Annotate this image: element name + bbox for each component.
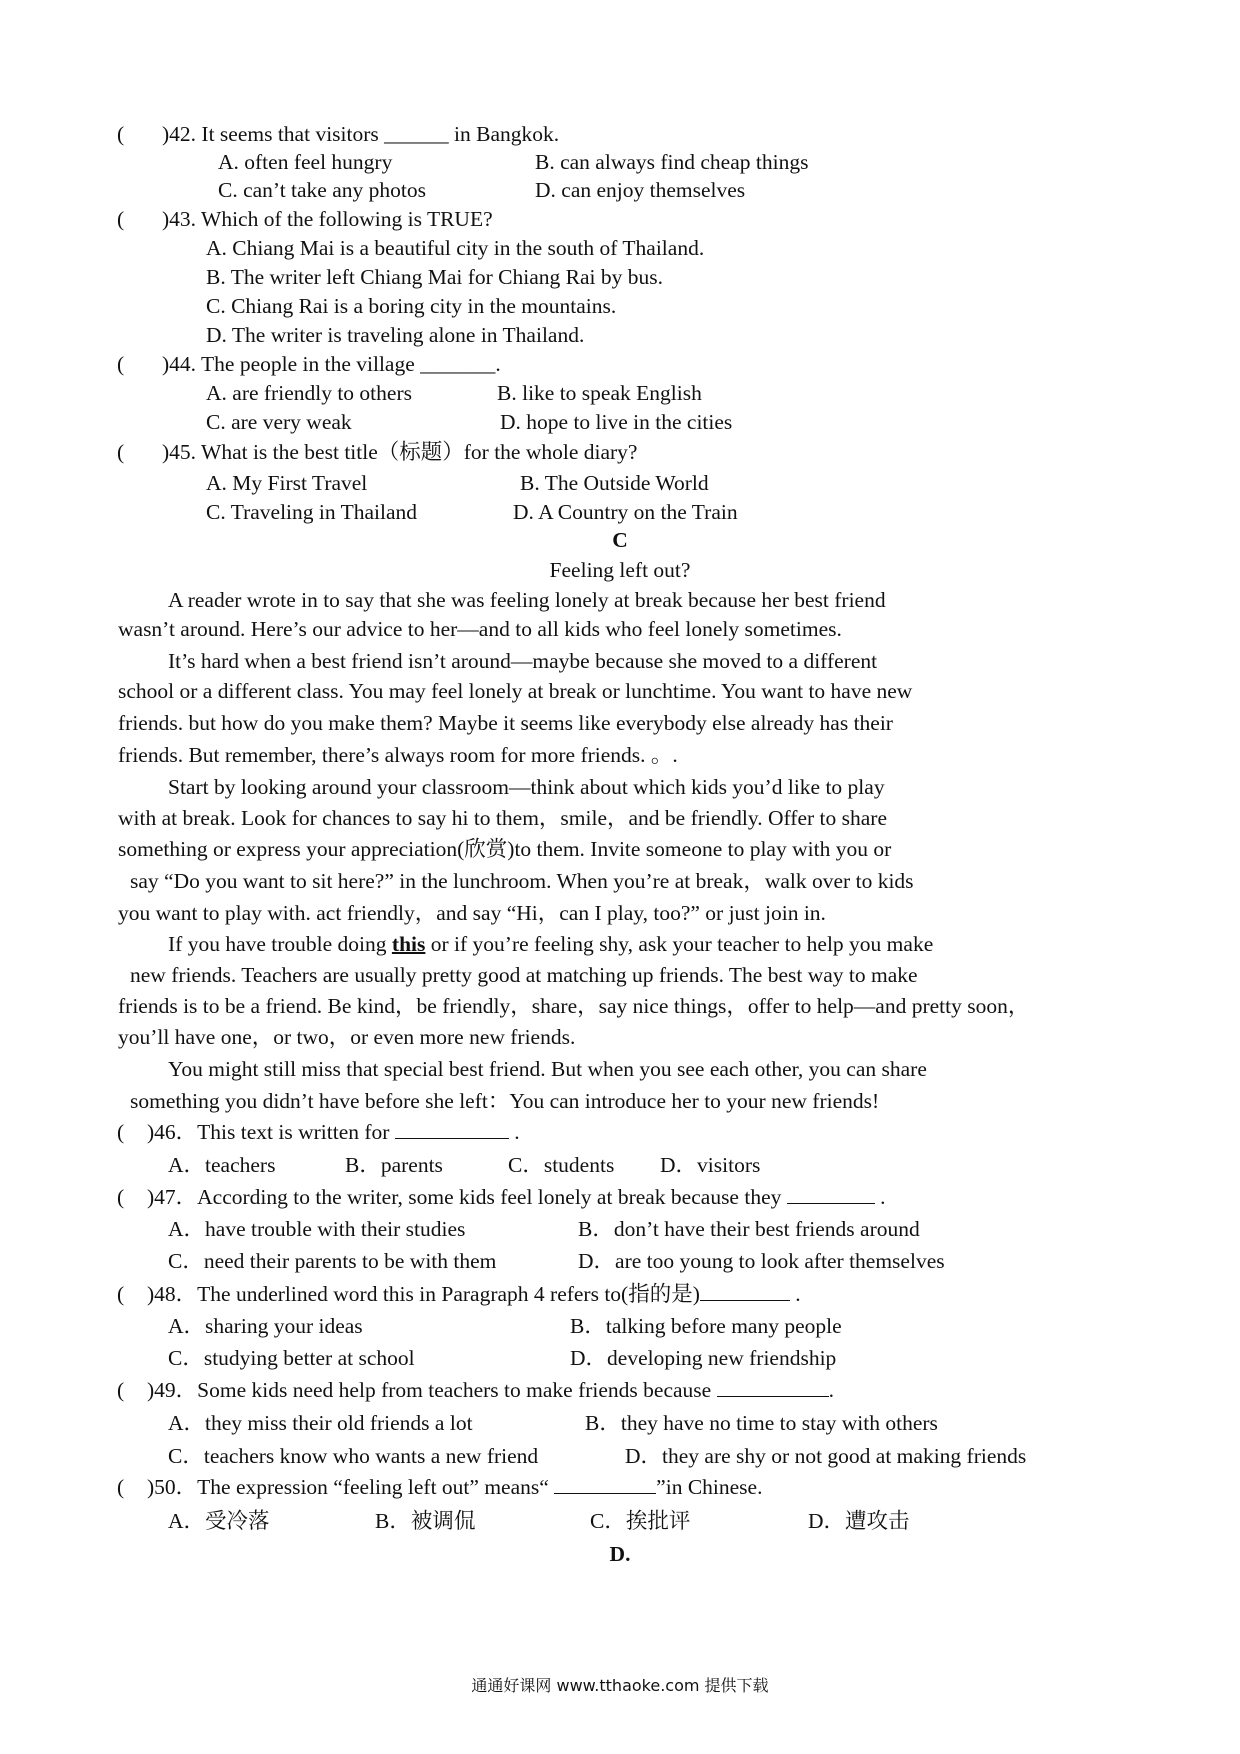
passage-line: friends. but how do you make them? Maybe it seems like everybody else already has their xyxy=(118,711,893,735)
passage-line: you’ll have one，or two，or even more new friends. xyxy=(118,1025,576,1049)
answer-blank xyxy=(395,1120,509,1139)
q48-option-d: D．developing new friendship xyxy=(570,1346,837,1370)
q44-option-d: D. hope to live in the cities xyxy=(500,410,733,434)
answer-blank xyxy=(700,1282,790,1301)
q49-option-c: C．teachers know who wants a new friend xyxy=(168,1444,539,1468)
passage-line: Start by looking around your classroom—think about which kids you’d like to play xyxy=(168,775,885,799)
q48-stem: )48．The underlined word this in Paragraph 4 refers to(指的是) . xyxy=(147,1282,801,1306)
q50-bracket: ( xyxy=(117,1475,125,1499)
passage-line: friends is to be a friend. Be kind，be friendly，share，say nice things，offer to help—and pretty soon， xyxy=(118,994,1030,1018)
passage-line: school or a different class. You may feel lonely at break or lunchtime. You want to have new xyxy=(118,679,913,703)
q48-option-a: A．sharing your ideas xyxy=(168,1314,363,1338)
passage-text: If you have trouble doing xyxy=(168,932,392,956)
answer-blank xyxy=(787,1185,875,1204)
q42-option-c: C. can’t take any photos xyxy=(218,178,426,202)
q43-option-a: A. Chiang Mai is a beautiful city in the south of Thailand. xyxy=(206,236,705,260)
q45-option-d: D. A Country on the Train xyxy=(513,500,738,524)
section-d-letter: D. xyxy=(609,1542,631,1566)
passage-line: friends. But remember, there’s always room for more friends. 。. xyxy=(118,743,678,767)
q46-stem: )46．This text is written for . xyxy=(147,1120,520,1144)
q44-bracket: ( xyxy=(117,352,125,376)
q50-option-b: B．被调侃 xyxy=(375,1509,476,1533)
q42-option-b: B. can always find cheap things xyxy=(535,150,809,174)
q43-option-b: B. The writer left Chiang Mai for Chiang Rai by bus. xyxy=(206,265,664,289)
passage-line: You might still miss that special best friend. But when you see each other, you can share xyxy=(168,1057,927,1081)
q43-option-c: C. Chiang Rai is a boring city in the mountains. xyxy=(206,294,617,318)
q46-option-c: C．students xyxy=(508,1153,615,1177)
q44-option-b: B. like to speak English xyxy=(497,381,702,405)
q47-option-d: D．are too young to look after themselves xyxy=(578,1249,945,1273)
q50-option-d: D．遭攻击 xyxy=(808,1509,910,1533)
q46-option-a: A．teachers xyxy=(168,1153,276,1177)
q42-option-d: D. can enjoy themselves xyxy=(535,178,746,202)
answer-blank xyxy=(717,1378,829,1397)
underlined-word-this: this xyxy=(391,932,426,956)
passage-line: A reader wrote in to say that she was feeling lonely at break because her best friend xyxy=(168,588,886,612)
q42-option-a: A. often feel hungry xyxy=(218,150,393,174)
passage-line: something or express your appreciation(欣赏)to them. Invite someone to play with you or xyxy=(118,837,892,861)
q44-stem: )44. The people in the village _______. xyxy=(162,352,501,376)
q45-stem: )45. What is the best title（标题）for the whole diary? xyxy=(162,440,638,464)
q45-option-a: A. My First Travel xyxy=(206,471,368,495)
section-c-title: Feeling left out? xyxy=(549,558,691,582)
q48-option-c: C．studying better at school xyxy=(168,1346,415,1370)
passage-line xyxy=(168,931,933,957)
q45-option-c: C. Traveling in Thailand xyxy=(206,500,418,524)
q46-option-d: D．visitors xyxy=(660,1153,761,1177)
q46-option-b: B．parents xyxy=(345,1153,443,1177)
q49-option-a: A．they miss their old friends a lot xyxy=(168,1411,473,1435)
q48-option-b: B．talking before many people xyxy=(570,1314,842,1338)
q47-bracket: ( xyxy=(117,1185,125,1209)
q44-option-c: C. are very weak xyxy=(206,410,352,434)
q43-stem: )43. Which of the following is TRUE? xyxy=(162,207,493,231)
passage-line: new friends. Teachers are usually pretty good at matching up friends. The best way to make xyxy=(130,963,918,987)
answer-blank xyxy=(554,1475,656,1494)
q49-option-b: B．they have no time to stay with others xyxy=(585,1411,938,1435)
q48-bracket: ( xyxy=(117,1282,125,1306)
q49-bracket: ( xyxy=(117,1378,125,1402)
q50-option-a: A．受冷落 xyxy=(168,1509,270,1533)
q42-stem: )42. It seems that visitors ______ in Bangkok. xyxy=(162,122,560,146)
q44-option-a: A. are friendly to others xyxy=(206,381,412,405)
passage-line: wasn’t around. Here’s our advice to her—and to all kids who feel lonely sometimes. xyxy=(118,617,842,641)
passage-line: with at break. Look for chances to say hi to them，smile，and be friendly. Offer to share xyxy=(118,806,887,830)
q43-bracket: ( xyxy=(117,207,125,231)
page-footer: 通通好课网 www.tthaoke.com 提供下载 xyxy=(471,1676,769,1695)
q50-option-c: C．挨批评 xyxy=(590,1509,691,1533)
passage-line: say “Do you want to sit here?” in the lunchroom. When you’re at break，walk over to kids xyxy=(130,869,914,893)
q46-bracket: ( xyxy=(117,1120,125,1144)
q47-option-a: A．have trouble with their studies xyxy=(168,1217,466,1241)
passage-line: you want to play with. act friendly，and say “Hi，can I play, too?” or just join in. xyxy=(118,901,826,925)
q45-bracket: ( xyxy=(117,440,125,464)
section-c-letter: C xyxy=(612,528,628,552)
passage-line: It’s hard when a best friend isn’t around—maybe because she moved to a different xyxy=(168,649,878,673)
q42-bracket: ( xyxy=(117,122,125,146)
q47-option-b: B．don’t have their best friends around xyxy=(578,1217,920,1241)
q45-option-b: B. The Outside World xyxy=(520,471,709,495)
passage-line: something you didn’t have before she left：You can introduce her to your new friends! xyxy=(130,1089,880,1113)
q49-stem: )49．Some kids need help from teachers to make friends because . xyxy=(147,1378,834,1402)
q47-stem: )47．According to the writer, some kids feel lonely at break because they . xyxy=(147,1185,886,1209)
q47-option-c: C．need their parents to be with them xyxy=(168,1249,497,1273)
q49-option-d: D．they are shy or not good at making friends xyxy=(625,1444,1027,1468)
passage-text: or if you’re feeling shy, ask your teacher to help you make xyxy=(425,932,934,956)
q43-option-d: D. The writer is traveling alone in Thailand. xyxy=(206,323,585,347)
q50-stem: )50．The expression “feeling left out” means“ ”in Chinese. xyxy=(147,1475,763,1499)
